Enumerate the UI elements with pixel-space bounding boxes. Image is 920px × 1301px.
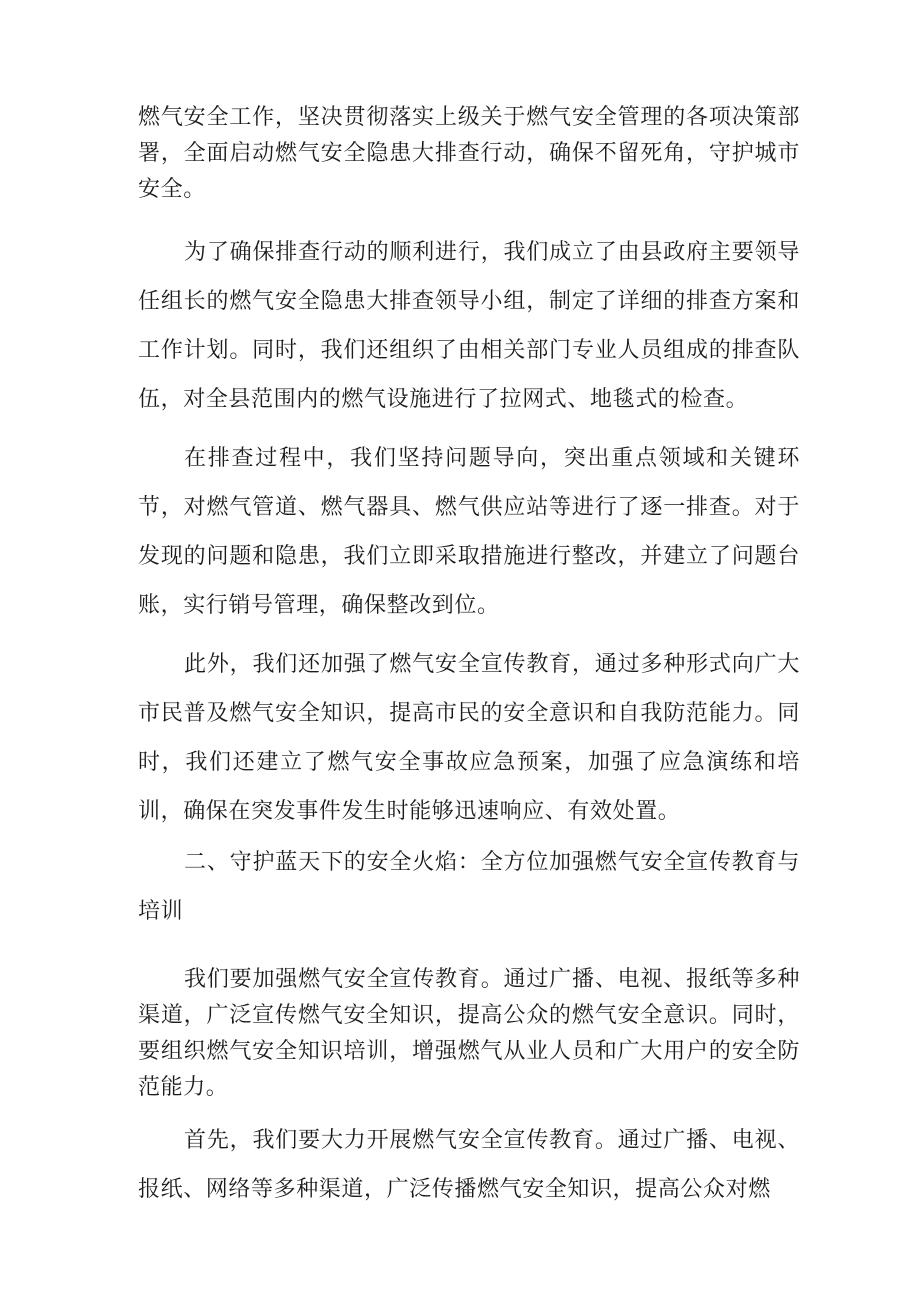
paragraph-2: 为了确保排查行动的顺利进行，我们成立了由县政府主要领导任组长的燃气安全隐患大排查领导小组，制定了详细的排查方案和工作计划。同时，我们还组织了由相关部门专业人员组成的排查队伍，对全县范围内的燃气设施进行了拉网式、地毯式的检查。 bbox=[138, 240, 800, 412]
paragraph-3: 在排查过程中，我们坚持问题导向，突出重点领域和关键环节，对燃气管道、燃气器具、燃气供应站等进行了逐一排查。对于发现的问题和隐患，我们立即采取措施进行整改，并建立了问题台账，实行销号管理，确保整改到位。 bbox=[138, 446, 800, 618]
document-page bbox=[138, 100, 800, 1214]
paragraph-1: 燃气安全工作，坚决贯彻落实上级关于燃气安全管理的各项决策部署，全面启动燃气安全隐患大排查行动，确保不留死角，守护城市安全。 bbox=[138, 105, 800, 202]
section-heading: 二、守护蓝天下的安全火焰：全方位加强燃气安全宣传教育与培训 bbox=[138, 850, 800, 924]
paragraph-4: 此外，我们还加强了燃气安全宣传教育，通过多种形式向广大市民普及燃气安全知识，提高市民的安全意识和自我防范能力。同时，我们还建立了燃气安全事故应急预案，加强了应急演练和培训，确保在突发事件发生时能够迅速响应、有效处置。 bbox=[138, 652, 800, 824]
paragraph-6: 首先，我们要大力开展燃气安全宣传教育。通过广播、电视、报纸、网络等多种渠道，广泛传播燃气安全知识，提高公众对燃 bbox=[138, 1128, 800, 1202]
paragraph-5: 我们要加强燃气安全宣传教育。通过广播、电视、报纸等多种渠道，广泛宣传燃气安全知识，提高公众的燃气安全意识。同时，要组织燃气安全知识培训，增强燃气从业人员和广大用户的安全防范能力。 bbox=[138, 967, 800, 1100]
